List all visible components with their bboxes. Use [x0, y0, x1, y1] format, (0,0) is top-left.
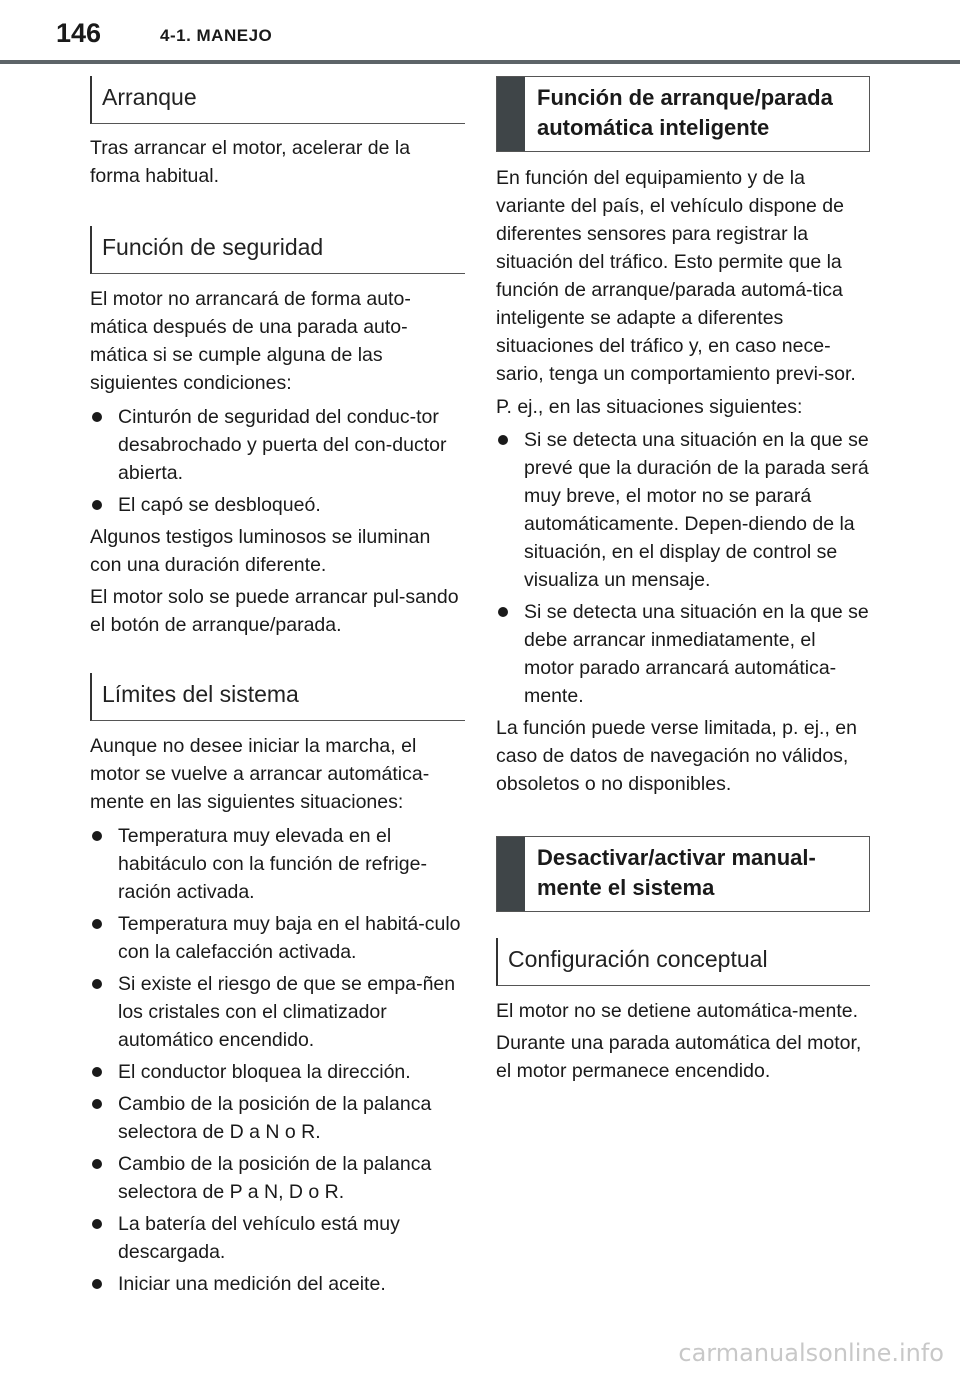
seguridad-paragraph-3: El motor solo se puede arrancar pul-sando el botón de arranque/parada. — [90, 586, 459, 636]
heading-text: Desactivar/activar manual-mente el sistema — [537, 845, 816, 900]
list-item: Si se detecta una situación en la que se prevé que la duración de la parada será muy breve, el motor no se parará automáticamente. Depen-diendo de la situación, en el display de control se visualiza un mensaje. — [496, 426, 870, 594]
configuracion-paragraph-2: Durante una parada automática del motor, el motor permanece encendido. — [496, 1032, 862, 1082]
section-heading-inteligente — [496, 76, 870, 152]
heading-bar — [497, 77, 525, 151]
list-item: Si existe el riesgo de que se empa-ñen los cristales con el climatizador automático encendido. — [90, 970, 465, 1054]
list-item: Temperatura muy elevada en el habitáculo con la función de refrige-ración activada. — [90, 822, 465, 906]
list-item: Cambio de la posición de la palanca selectora de P a N, D o R. — [90, 1150, 465, 1206]
left-column — [90, 76, 465, 1298]
configuracion-paragraph: El motor no se detiene automática-mente. — [496, 1000, 859, 1022]
section-heading-configuracion: Configuración conceptual — [496, 938, 870, 986]
list-item: Si se detecta una situación en la que se debe arrancar inmediatamente, el motor parado arrancará automática-mente. — [496, 598, 870, 710]
inteligente-list — [496, 426, 870, 710]
limites-list — [90, 822, 465, 1298]
page-number: 146 — [56, 18, 102, 48]
heading-text: Función de arranque/parada automática inteligente — [537, 85, 833, 140]
chapter-title: 4-1. MANEJO — [160, 26, 273, 45]
bullet-icon — [498, 607, 508, 617]
list-item: El conductor bloquea la dirección. — [90, 1058, 465, 1086]
right-column — [496, 76, 870, 1085]
seguridad-paragraph: El motor no arrancará de forma auto-mática después de una parada auto-mática si se cumple alguna de las siguientes condiciones: — [90, 288, 411, 394]
list-item: Cinturón de seguridad del conduc-tor desabrochado y puerta del con-ductor abierta. — [90, 403, 465, 487]
limites-paragraph: Aunque no desee iniciar la marcha, el motor se vuelve a arrancar automática-mente en las siguientes situaciones: — [90, 735, 430, 813]
bullet-icon — [92, 979, 102, 989]
bullet-icon — [92, 1067, 102, 1077]
list-item: Temperatura muy baja en el habitá-culo con la calefacción activada. — [90, 910, 465, 966]
bullet-icon — [92, 500, 102, 510]
bullet-icon — [92, 1219, 102, 1229]
list-item: La batería del vehículo está muy descargada. — [90, 1210, 465, 1266]
section-heading-limites: Límites del sistema — [90, 673, 465, 721]
bullet-icon — [92, 1099, 102, 1109]
list-item: El capó se desbloqueó. — [90, 491, 465, 519]
section-heading-seguridad: Función de seguridad — [90, 226, 465, 274]
list-item: Iniciar una medición del aceite. — [90, 1270, 465, 1298]
bullet-icon — [92, 831, 102, 841]
watermark: carmanualsonline.info — [678, 1339, 944, 1367]
bullet-icon — [92, 1159, 102, 1169]
seguridad-list — [90, 403, 465, 519]
section-heading-manual — [496, 836, 870, 912]
inteligente-paragraph: En función del equipamiento y de la variante del país, el vehículo dispone de diferentes sensores para registrar la situación del tráfico. Esto permite que la función de arranque/parada automá-tica inteligente se adapte a diferentes situaciones del tráfico y, en caso nece-sario, tenga un comportamiento previ-sor. — [496, 167, 856, 385]
bullet-icon — [92, 412, 102, 422]
section-heading-arranque: Arranque — [90, 76, 465, 124]
list-item: Cambio de la posición de la palanca selectora de D a N o R. — [90, 1090, 465, 1146]
arranque-paragraph: Tras arrancar el motor, acelerar de la forma habitual. — [90, 137, 411, 187]
inteligente-paragraph-3: La función puede verse limitada, p. ej., en caso de datos de navegación no válidos, obsoletos o no disponibles. — [496, 717, 857, 795]
inteligente-paragraph-2: P. ej., en las situaciones siguientes: — [496, 396, 803, 418]
bullet-icon — [498, 435, 508, 445]
bullet-icon — [92, 1279, 102, 1289]
seguridad-paragraph-2: Algunos testigos luminosos se iluminan con una duración diferente. — [90, 526, 431, 576]
heading-bar — [497, 837, 525, 911]
header-rule — [0, 60, 960, 64]
bullet-icon — [92, 919, 102, 929]
